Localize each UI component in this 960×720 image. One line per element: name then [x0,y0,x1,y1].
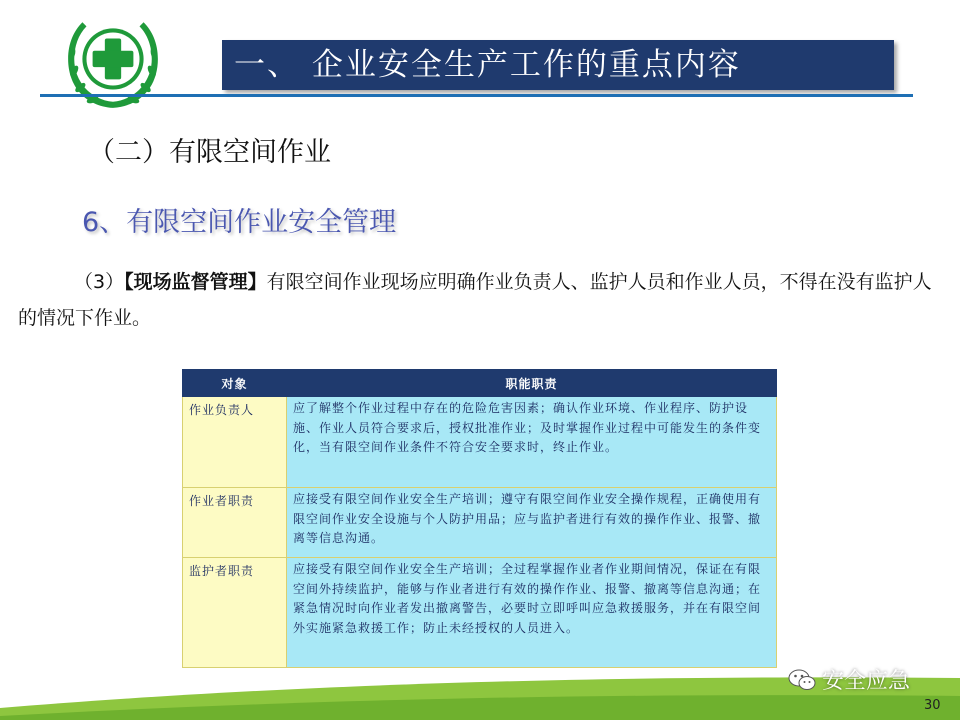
wechat-icon [788,668,816,692]
table-header-role: 对象 [183,370,287,397]
subheading: 6、有限空间作业安全管理 [82,207,397,238]
table-cell-duty: 应了解整个作业过程中存在的危险危害因素；确认作业环境、作业程序、防护设施、作业人员符合要求后，授权批准作业；及时掌握作业过程中可能发生的条件变化，当有限空间作业条件不符合安全要求时，终止作业。 [287,397,777,488]
table-cell-role: 作业负责人 [183,397,287,488]
body-paragraph [18,264,938,336]
watermark [788,664,910,695]
table-cell-duty: 应接受有限空间作业安全生产培训；全过程掌握作业者作业期间情况，保证在有限空间外持续监护，能够与作业者进行有效的操作作业、报警、撤离等信息沟通；在紧急情况时向作业者发出撤离警告，必要时立即呼叫应急救援服务，并在有限空间外实施紧急救援工作；防止未经授权的人员进入。 [287,558,777,668]
paragraph-prefix: （3） [74,271,125,293]
page-number: 30 [924,698,941,713]
table-row [183,558,777,668]
watermark-label: 安全应急 [822,669,911,694]
table-row [183,397,777,488]
paragraph-text: 有限空间作业现场应明确作业负责人、监护人员和作业人员，不得在没有监护人的情况下作业。 [18,271,932,329]
table-cell-role: 作业者职责 [183,488,287,558]
table-header-row [183,370,777,397]
title-underline [40,94,913,97]
section-heading: （二）有限空间作业 [88,137,331,168]
duty-table [182,369,777,668]
table-header-duty: 职能职责 [287,370,777,397]
page-title: 一、 企业安全生产工作的重点内容 [222,40,894,90]
table-cell-duty: 应接受有限空间作业安全生产培训；遵守有限空间作业安全操作规程，正确使用有限空间作业安全设施与个人防护用品；应与监护者进行有效的操作作业、报警、撤离等信息沟通。 [287,488,777,558]
paragraph-bold-label: 【现场监督管理】 [124,271,267,293]
table-cell-role: 监护者职责 [183,558,287,668]
table-row [183,488,777,558]
